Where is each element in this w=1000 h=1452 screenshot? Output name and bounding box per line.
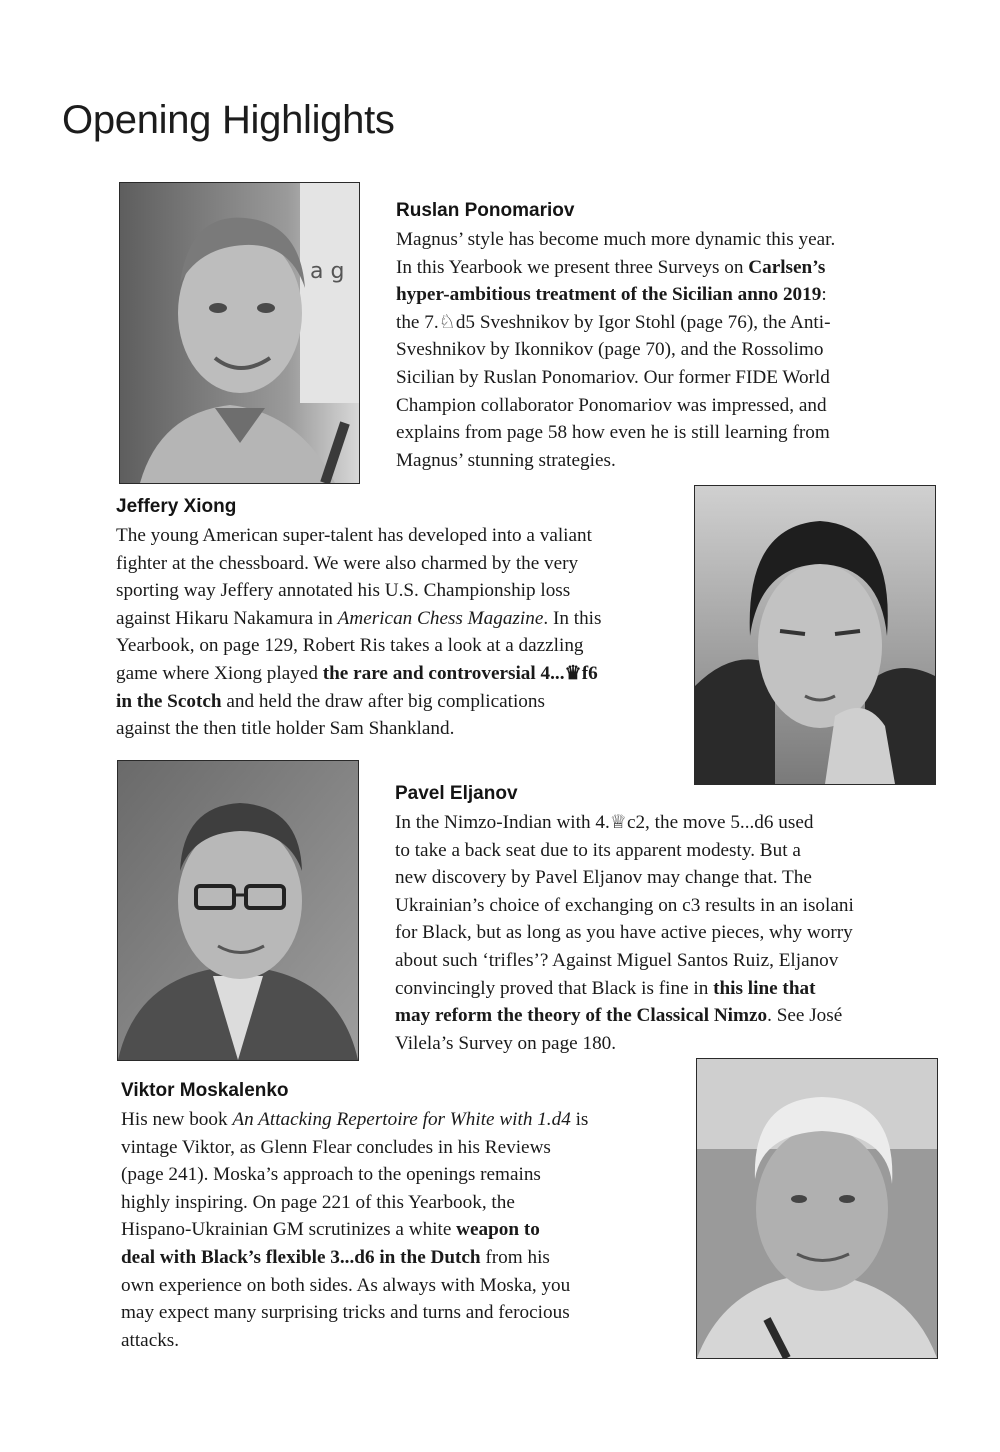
- text-run: Yearbook, on page 129, Robert Ris takes a look at a dazzling: [116, 635, 584, 657]
- text-run: Hispano-Ukrainian GM scrutinizes a white: [121, 1219, 457, 1241]
- text-run: Champion collaborator Ponomariov was impressed, and: [396, 394, 827, 416]
- ponomariov-section: [396, 200, 956, 474]
- text-run: highly inspiring. On page 221 of this Yearbook, the: [121, 1191, 515, 1213]
- italic-text: American Chess Magazine: [337, 607, 544, 629]
- text-run: Ukrainian’s choice of exchanging on c3 results in an isolani: [395, 894, 854, 916]
- moskalenko-photo: [696, 1058, 938, 1359]
- section-body: [396, 226, 956, 474]
- section-body: [116, 522, 696, 743]
- text-run: new discovery by Pavel Eljanov may change that. The: [395, 867, 812, 889]
- text-run: game where Xiong played: [116, 662, 323, 684]
- text-run: Vilela’s Survey on page 180.: [395, 1032, 617, 1054]
- text-run: Sicilian by Ruslan Ponomariov. Our former FIDE World: [396, 366, 830, 388]
- text-run: sporting way Jeffery annotated his U.S. Championship loss: [116, 580, 571, 602]
- ponomariov-photo: [119, 182, 360, 484]
- text-run: against the then title holder Sam Shankland.: [116, 718, 455, 740]
- section-heading: Pavel Eljanov: [395, 783, 518, 804]
- svg-text:a g: a g: [310, 259, 345, 284]
- text-run: His new book: [121, 1109, 233, 1130]
- section-body: [121, 1106, 691, 1354]
- section-body: [395, 809, 955, 1057]
- bold-text: the rare and controversial 4...♛f6: [322, 662, 598, 684]
- bold-text: Carlsen’s: [748, 256, 826, 278]
- text-run: the 7.♘d5 Sveshnikov by Igor Stohl (page 76), the Anti-: [396, 311, 831, 333]
- text-run: vintage Viktor, as Glenn Flear concludes in his Reviews: [121, 1136, 551, 1158]
- text-run: own experience on both sides. As always with Moska, you: [121, 1274, 571, 1296]
- bold-text: this line that: [713, 977, 816, 999]
- xiong-section: [116, 496, 696, 743]
- bold-text: weapon to: [456, 1219, 540, 1241]
- eljanov-photo: [117, 760, 359, 1061]
- text-run: against Hikaru Nakamura in: [116, 607, 338, 629]
- bold-text: deal with Black’s flexible 3...d6 in the Dutch: [121, 1246, 481, 1268]
- xiong-photo: [694, 485, 936, 785]
- text-run: (page 241). Moska’s approach to the openings remains: [121, 1164, 541, 1186]
- text-run: :: [821, 284, 827, 306]
- page-title: Opening Highlights: [62, 98, 395, 142]
- text-run: explains from page 58 how even he is still learning from: [396, 422, 830, 444]
- text-run: is: [570, 1109, 589, 1130]
- text-run: In the Nimzo-Indian with 4.♕c2, the move 5...d6 used: [395, 812, 814, 833]
- bold-text: may reform the theory of the Classical Nimzo: [395, 1005, 768, 1027]
- moskalenko-section: [121, 1080, 691, 1354]
- text-run: for Black, but as long as you have active pieces, why worry: [395, 922, 853, 944]
- text-run: may expect many surprising tricks and turns and ferocious: [121, 1302, 570, 1324]
- bold-text: hyper-ambitious treatment of the Sicilian anno 2019: [396, 284, 822, 306]
- text-run: from his: [480, 1246, 550, 1268]
- section-heading: Viktor Moskalenko: [121, 1080, 289, 1101]
- text-run: The young American super-talent has developed into a valiant: [116, 525, 592, 546]
- text-run: convincingly proved that Black is fine in: [395, 977, 714, 999]
- text-run: attacks.: [121, 1329, 180, 1351]
- section-heading: Jeffery Xiong: [116, 496, 237, 517]
- text-run: Sveshnikov by Ikonnikov (page 70), and the Rossolimo: [396, 339, 824, 361]
- text-run: Magnus’ stunning strategies.: [396, 449, 616, 471]
- bold-text: in the Scotch: [116, 690, 222, 712]
- text-run: about such ‘trifles’? Against Miguel Santos Ruiz, Eljanov: [395, 949, 839, 971]
- text-run: In this Yearbook we present three Surveys on: [396, 256, 749, 278]
- italic-text: An Attacking Repertoire for White with 1.d4: [232, 1109, 571, 1130]
- text-run: . See José: [767, 1005, 843, 1027]
- text-run: Magnus’ style has become much more dynamic this year.: [396, 229, 836, 250]
- text-run: . In this: [543, 607, 602, 629]
- section-heading: Ruslan Ponomariov: [396, 200, 575, 221]
- eljanov-section: [395, 783, 955, 1057]
- text-run: to take a back seat due to its apparent modesty. But a: [395, 839, 801, 861]
- text-run: and held the draw after big complications: [221, 690, 545, 712]
- text-run: fighter at the chessboard. We were also charmed by the very: [116, 552, 579, 574]
